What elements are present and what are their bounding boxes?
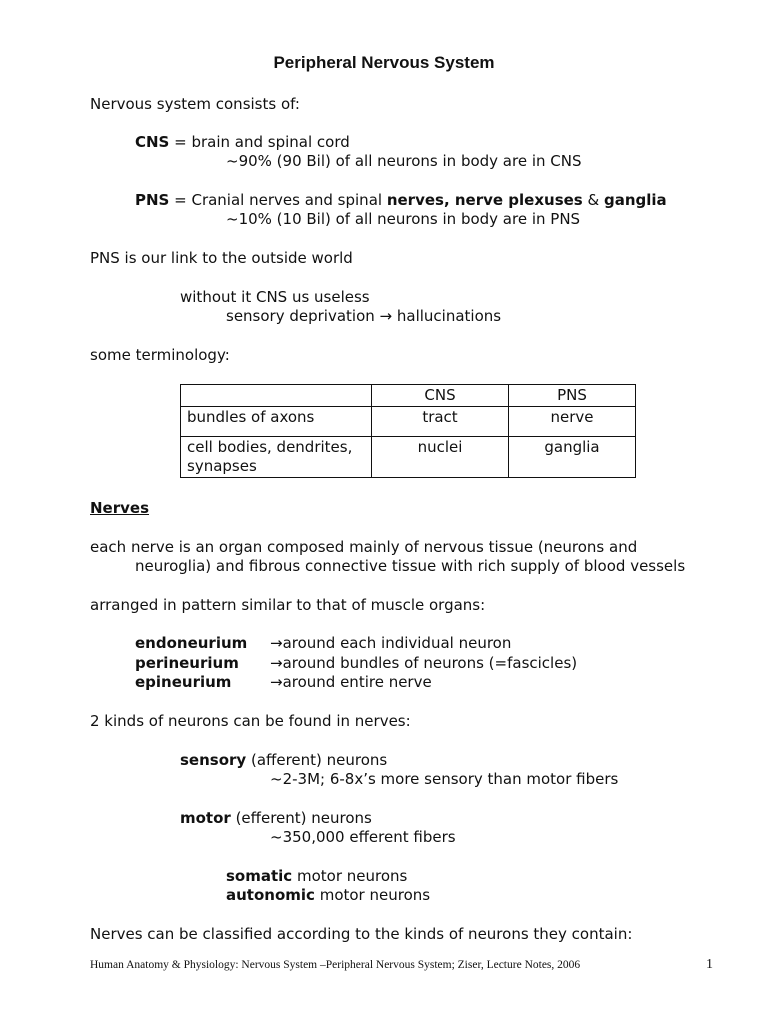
terminology-table	[180, 384, 636, 478]
somatic-term: somatic	[226, 867, 293, 885]
motor-rest: (efferent) neurons	[230, 809, 372, 827]
table-header-row	[181, 385, 636, 407]
table-header-cell: CNS	[372, 385, 509, 407]
table-row	[181, 437, 636, 478]
layer-perineurium	[135, 654, 239, 673]
autonomic-term: autonomic	[226, 886, 315, 904]
deprivation-text: sensory deprivation → hallucinations	[226, 307, 502, 325]
motor-term: motor	[180, 809, 231, 827]
pns-bold-ganglia: ganglia	[603, 191, 667, 209]
arranged-text: arranged in pattern similar to that of muscle organs:	[90, 596, 486, 614]
cns-def: = brain and spinal cord	[169, 133, 350, 151]
pns-term: PNS	[135, 191, 170, 209]
table-cell: nerve	[509, 407, 636, 437]
nerves-heading: Nerves	[90, 499, 150, 517]
somatic-line	[226, 867, 407, 886]
table-cell: cell bodies, dendrites, synapses	[181, 437, 372, 478]
link-text: PNS is our link to the outside world	[90, 249, 353, 267]
layer-endoneurium	[135, 634, 247, 653]
somatic-rest: motor neurons	[292, 867, 408, 885]
pns-bold-nerves: nerves, nerve plexuses	[386, 191, 583, 209]
table-row	[181, 407, 636, 437]
sensory-line	[180, 751, 387, 770]
organ-text-2: neuroglia) and fibrous connective tissue with rich supply of blood vessels	[135, 557, 686, 575]
sensory-term: sensory	[180, 751, 247, 769]
layer-desc: →around bundles of neurons (=fascicles)	[270, 654, 578, 672]
table-cell: ganglia	[509, 437, 636, 478]
pns-amp: &	[582, 191, 604, 209]
page-footer: Human Anatomy & Physiology: Nervous System –Peripheral Nervous System; Ziser, Lecture Notes, 2006	[90, 959, 581, 971]
terminology-text: some terminology:	[90, 346, 230, 364]
organ-text-1: each nerve is an organ composed mainly of nervous tissue (neurons and	[90, 538, 638, 556]
layer-term: perineurium	[135, 654, 239, 672]
motor-note: ~350,000 efferent fibers	[270, 828, 456, 846]
table-header-cell	[181, 385, 372, 407]
cns-term: CNS	[135, 133, 170, 151]
page-number: 1	[706, 957, 713, 972]
pns-def: = Cranial nerves and spinal	[169, 191, 387, 209]
sensory-rest: (afferent) neurons	[246, 751, 388, 769]
layer-desc: →around entire nerve	[270, 673, 432, 691]
classified-text: Nerves can be classified according to the kinds of neurons they contain:	[90, 925, 633, 943]
pns-note: ~10% (10 Bil) of all neurons in body are in PNS	[226, 210, 581, 228]
layer-desc: →around each individual neuron	[270, 634, 512, 652]
layer-epineurium	[135, 673, 231, 692]
motor-line	[180, 809, 372, 828]
kinds-text: 2 kinds of neurons can be found in nerves:	[90, 712, 411, 730]
intro-text: Nervous system consists of:	[90, 95, 300, 113]
table-cell: tract	[372, 407, 509, 437]
page-title: Peripheral Nervous System	[273, 53, 495, 72]
table-header-cell: PNS	[509, 385, 636, 407]
autonomic-rest: motor neurons	[314, 886, 431, 904]
table-cell: nuclei	[372, 437, 509, 478]
cns-note: ~90% (90 Bil) of all neurons in body are in CNS	[226, 152, 582, 170]
without-text: without it CNS us useless	[180, 288, 370, 306]
layer-term: endoneurium	[135, 634, 248, 652]
cns-definition	[135, 133, 350, 152]
layer-term: epineurium	[135, 673, 232, 691]
table-cell: bundles of axons	[181, 407, 372, 437]
pns-definition	[135, 191, 667, 210]
autonomic-line	[226, 886, 430, 905]
sensory-note: ~2-3M; 6-8x’s more sensory than motor fibers	[270, 770, 619, 788]
